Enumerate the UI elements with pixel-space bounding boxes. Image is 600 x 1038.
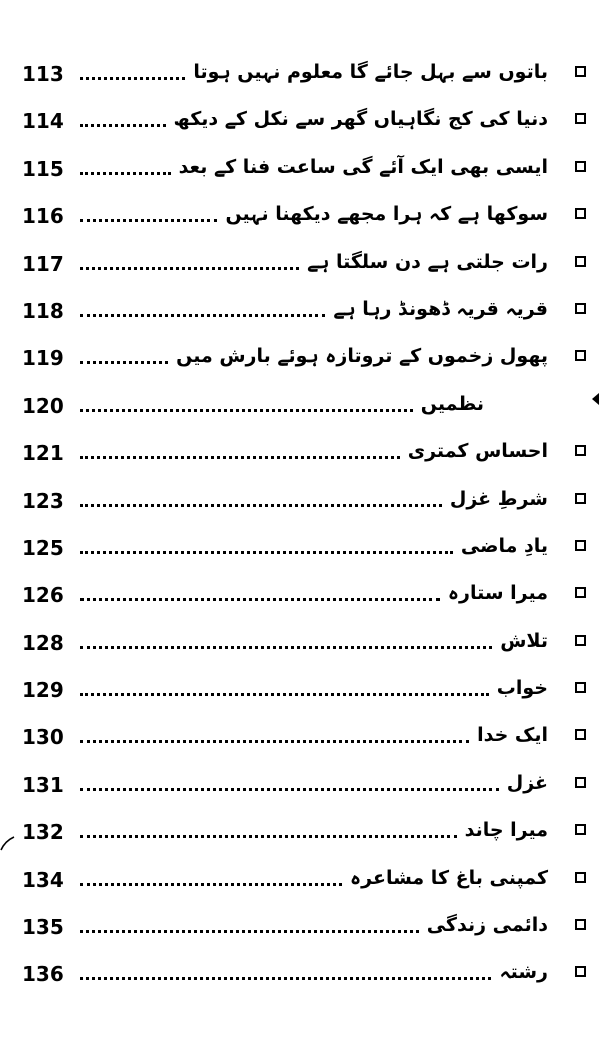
checkbox-icon <box>575 824 586 835</box>
pen-stroke-icon <box>0 835 16 851</box>
toc-entry[interactable] <box>22 622 586 669</box>
dot-leader <box>80 740 469 743</box>
dot-leader <box>80 977 491 980</box>
page-number: 126 <box>22 583 64 608</box>
checkbox-icon <box>575 540 586 551</box>
toc-entry[interactable] <box>22 859 586 906</box>
checkbox-icon <box>575 445 586 456</box>
toc-entry[interactable] <box>22 527 586 574</box>
dot-leader <box>80 124 166 127</box>
dot-leader <box>80 504 442 507</box>
entry-title: دائمی زندگی <box>426 914 548 937</box>
arrow-left-icon <box>592 393 599 405</box>
page-number: 136 <box>22 962 64 987</box>
page-number: 128 <box>22 630 64 655</box>
entry-title: پھول زخموں کے تروتازہ ہوئے بارش میں <box>176 345 548 368</box>
dot-leader <box>80 219 217 222</box>
toc-entry[interactable] <box>22 764 586 811</box>
section-title: نظمیں <box>420 392 484 415</box>
checkbox-icon <box>575 208 586 219</box>
entry-title: رات جلتی ہے دن سلگتا ہے <box>307 250 548 273</box>
page-number: 121 <box>22 441 64 466</box>
entry-title: میرا ستارہ <box>447 582 548 605</box>
page-number: 120 <box>22 393 64 418</box>
toc-entry[interactable] <box>22 337 586 384</box>
dot-leader <box>80 409 413 412</box>
page-number: 135 <box>22 915 64 940</box>
toc-entry[interactable] <box>22 290 586 337</box>
entry-title: باتوں سے بہل جائے گا معلوم نہیں ہوتا <box>193 61 548 83</box>
entry-title: قریہ قریہ ڈھونڈ رہا ہے <box>333 297 548 320</box>
dot-leader <box>80 646 492 649</box>
toc-entry[interactable] <box>22 432 586 479</box>
checkbox-icon <box>575 161 586 172</box>
checkbox-icon <box>575 635 586 646</box>
dot-leader <box>80 361 168 364</box>
page-number: 132 <box>22 820 64 845</box>
toc-entry[interactable] <box>22 574 586 621</box>
checkbox-icon <box>575 682 586 693</box>
toc-entry[interactable] <box>22 100 586 147</box>
checkbox-icon <box>575 256 586 267</box>
page-number: 119 <box>22 346 64 371</box>
page-number: 116 <box>22 204 64 229</box>
checkbox-icon <box>575 113 586 124</box>
checkbox-icon <box>575 350 586 361</box>
entry-title: شرطِ غزل <box>449 487 548 510</box>
entry-title: تلاش <box>500 629 548 652</box>
dot-leader <box>80 456 400 459</box>
toc-section-heading[interactable] <box>22 385 586 432</box>
dot-leader <box>80 551 453 554</box>
toc-entry[interactable] <box>22 53 586 100</box>
entry-title: غزل <box>506 771 548 794</box>
dot-leader <box>80 835 457 838</box>
toc-entry[interactable] <box>22 480 586 527</box>
toc-entry[interactable] <box>22 148 586 195</box>
dot-leader <box>80 267 299 270</box>
toc-entry[interactable] <box>22 716 586 763</box>
toc-entry[interactable] <box>22 243 586 290</box>
entry-title: خواب <box>496 677 548 700</box>
checkbox-icon <box>575 303 586 314</box>
checkbox-icon <box>575 729 586 740</box>
checkbox-icon <box>575 777 586 788</box>
entry-title: ایک خدا <box>477 724 548 747</box>
page-number: 123 <box>22 488 64 513</box>
toc-entry[interactable] <box>22 195 586 242</box>
table-of-contents <box>22 53 586 1001</box>
checkbox-icon <box>575 919 586 930</box>
page-number: 117 <box>22 251 64 276</box>
dot-leader <box>80 930 419 933</box>
entry-title: میرا چاند <box>464 819 548 842</box>
checkbox-icon <box>575 872 586 883</box>
dot-leader <box>80 598 440 601</box>
page-number: 113 <box>22 62 64 86</box>
dot-leader <box>80 77 185 80</box>
page-number: 134 <box>22 867 64 892</box>
entry-title: رشتہ <box>499 961 548 984</box>
dot-leader <box>80 883 342 886</box>
checkbox-icon <box>575 966 586 977</box>
checkbox-icon <box>575 587 586 598</box>
page-number: 129 <box>22 678 64 703</box>
dot-leader <box>80 693 489 696</box>
dot-leader <box>80 314 325 317</box>
page-number: 125 <box>22 535 64 560</box>
checkbox-icon <box>575 493 586 504</box>
page-number: 115 <box>22 156 64 181</box>
entry-title: احساس کمتری <box>407 440 548 463</box>
checkbox-icon <box>575 66 586 77</box>
entry-title: ایسی بھی ایک آئے گی ساعت فنا کے بعد <box>178 155 548 178</box>
dot-leader <box>80 172 171 175</box>
page-number: 114 <box>22 109 64 134</box>
toc-entry[interactable] <box>22 953 586 1000</box>
toc-entry[interactable] <box>22 669 586 716</box>
toc-entry[interactable] <box>22 906 586 953</box>
entry-title: کمپنی باغ کا مشاعرہ <box>350 866 548 889</box>
dot-leader <box>80 788 499 791</box>
page-number: 130 <box>22 725 64 750</box>
entry-title: دنیا کی کج نگاہیاں گھر سے نکل کے دیکھ <box>173 108 548 131</box>
entry-title: یادِ ماضی <box>460 534 548 557</box>
page-number: 118 <box>22 298 64 323</box>
toc-entry[interactable] <box>22 811 586 858</box>
entry-title: سوکھا ہے کہ ہرا مجھے دیکھنا نہیں <box>225 203 548 226</box>
page-number: 131 <box>22 772 64 797</box>
